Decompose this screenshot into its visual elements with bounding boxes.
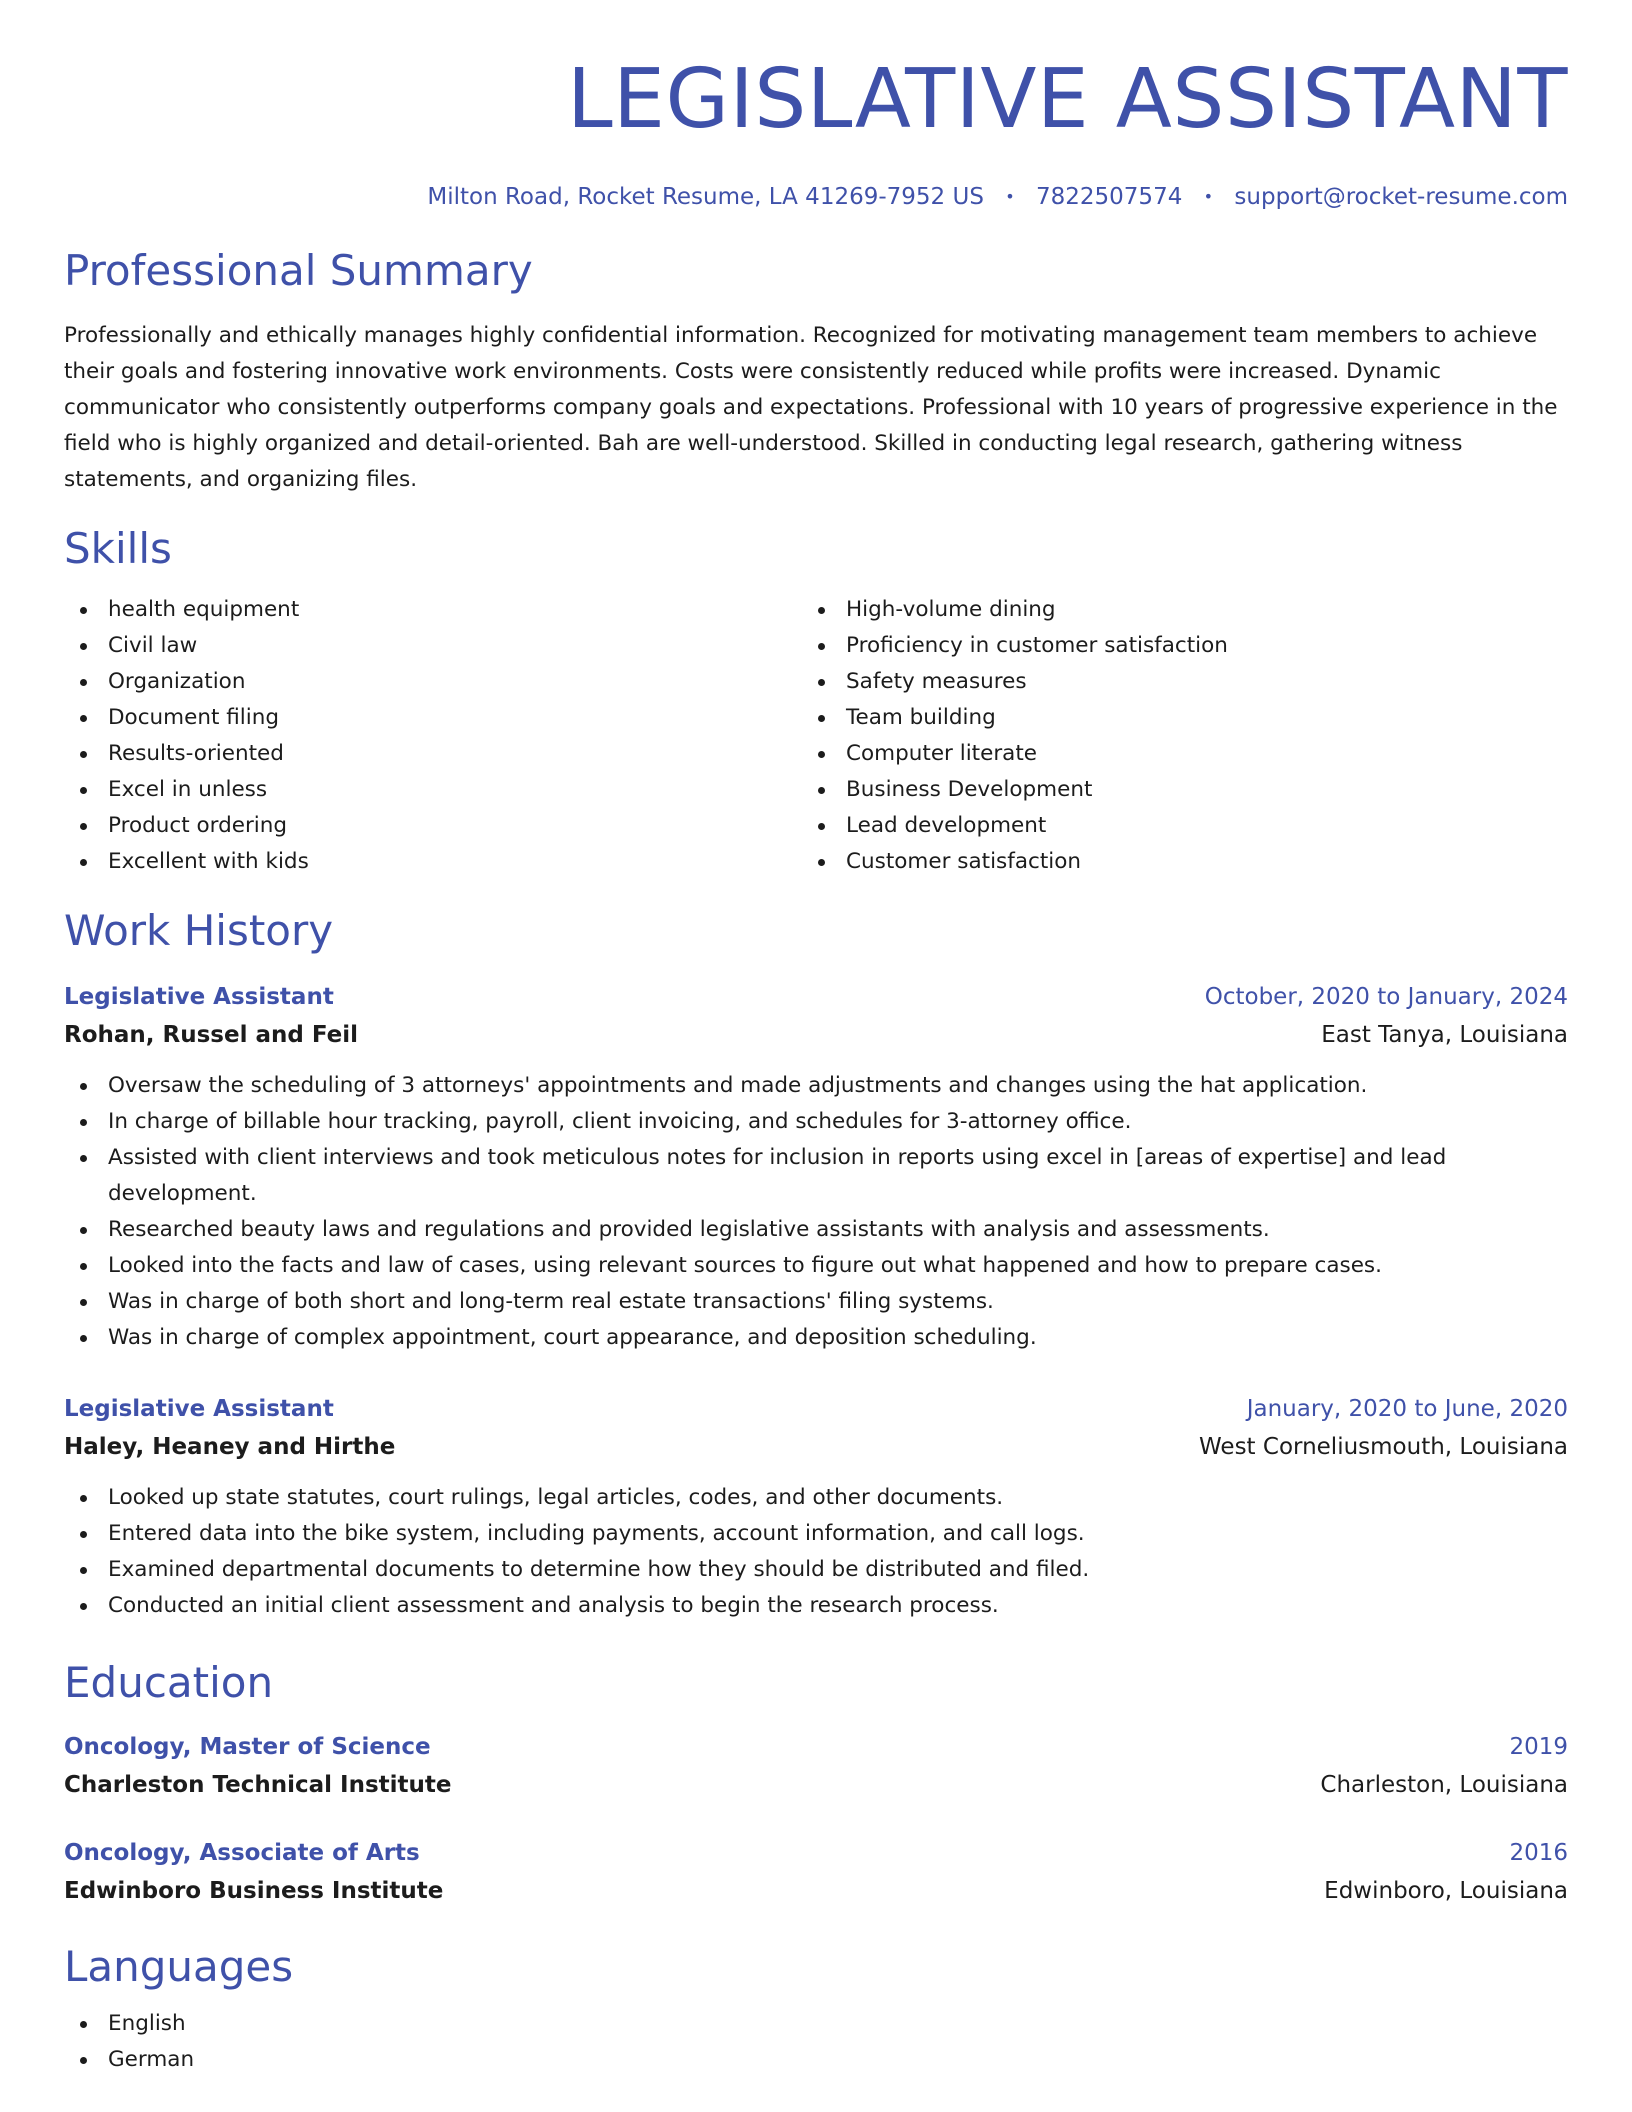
job-title: Legislative Assistant <box>64 1396 334 1422</box>
contact-address: Milton Road, Rocket Resume, LA 41269-7952 US <box>427 184 984 210</box>
job-bullet: Looked up state statutes, court rulings, legal articles, codes, and other documents. <box>64 1480 1568 1516</box>
job-bullet: In charge of billable hour tracking, payroll, client invoicing, and schedules for 3-attorney office. <box>64 1104 1568 1140</box>
job-header-row <box>64 978 1568 1016</box>
skill-item: Product ordering <box>64 808 802 844</box>
education-section <box>64 1658 1568 1910</box>
summary-section <box>64 246 1568 498</box>
education-degree: Oncology, Master of Science <box>64 1734 431 1760</box>
skill-item: health equipment <box>64 592 802 628</box>
section-title-work-history: Work History <box>64 906 334 955</box>
candidate-name: LEGISLATIVE ASSISTANT <box>567 52 1568 147</box>
job-bullet: Entered data into the bike system, including payments, account information, and call logs. <box>64 1516 1568 1552</box>
job-bullet: Conducted an initial client assessment and analysis to begin the research process. <box>64 1588 1568 1624</box>
job-bullet: Was in charge of both short and long-term real estate transactions' filing systems. <box>64 1284 1568 1320</box>
summary-text: Professionally and ethically manages highly confidential information. Recognized for motivating management team members to achieve their goals and fostering innovative work environments. Costs were consistently reduced while profits were increased. Dynamic communicator who consistently outperforms company goals and expectations. Professional with 10 years of progressive experience in the field who is highly organized and detail-oriented. Bah are well-understood. Skilled in conducting legal research, gathering witness statements, and organizing files. <box>64 323 1558 492</box>
education-location: Edwinboro, Louisiana <box>1324 1878 1568 1904</box>
contact-email[interactable]: support@rocket-resume.com <box>1234 184 1568 210</box>
section-title-summary: Professional Summary <box>64 246 533 295</box>
job-bullet: Examined departmental documents to determine how they should be distributed and filed. <box>64 1552 1568 1588</box>
section-title-languages: Languages <box>64 1942 294 1991</box>
skill-item: Team building <box>802 700 1540 736</box>
skill-item: Business Development <box>802 772 1540 808</box>
skill-item: Lead development <box>802 808 1540 844</box>
education-degree-row <box>64 1728 1568 1766</box>
skill-item: Excellent with kids <box>64 844 802 880</box>
skill-item: Computer literate <box>802 736 1540 772</box>
skill-item: Civil law <box>64 628 802 664</box>
job-title: Legislative Assistant <box>64 984 334 1010</box>
job-company-row <box>64 1428 1568 1466</box>
education-school-row <box>64 1766 1568 1804</box>
job-bullet: Assisted with client interviews and took meticulous notes for inclusion in reports using excel in [areas of expertise] and lead development. <box>64 1140 1568 1212</box>
job-header-row <box>64 1390 1568 1428</box>
job-bullets <box>64 1480 1568 1624</box>
job-entry <box>64 978 1568 1356</box>
job-dates: January, 2020 to June, 2020 <box>1246 1396 1568 1422</box>
job-location: West Corneliusmouth, Louisiana <box>1199 1434 1568 1460</box>
section-title-education: Education <box>64 1658 274 1707</box>
job-company: Rohan, Russel and Feil <box>64 1022 358 1048</box>
work-history-section <box>64 906 1568 1624</box>
contact-phone: 7822507574 <box>1036 184 1183 210</box>
skills-grid <box>64 592 1568 880</box>
job-entry <box>64 1390 1568 1624</box>
education-school: Charleston Technical Institute <box>64 1772 452 1798</box>
job-bullet: Was in charge of complex appointment, court appearance, and deposition scheduling. <box>64 1320 1568 1356</box>
education-school-row <box>64 1872 1568 1910</box>
education-degree-row <box>64 1834 1568 1872</box>
language-item: German <box>64 2042 1568 2078</box>
skill-item: Proficiency in customer satisfaction <box>802 628 1540 664</box>
languages-section <box>64 1942 1568 2078</box>
education-entry <box>64 1728 1568 1804</box>
section-title-skills: Skills <box>64 524 172 573</box>
job-company-row <box>64 1016 1568 1054</box>
skill-item: Organization <box>64 664 802 700</box>
skills-section <box>64 524 1568 880</box>
education-entry <box>64 1834 1568 1910</box>
job-bullet: Looked into the facts and law of cases, using relevant sources to figure out what happened and how to prepare cases. <box>64 1248 1568 1284</box>
skill-item: Customer satisfaction <box>802 844 1540 880</box>
education-year: 2016 <box>1509 1840 1568 1866</box>
education-year: 2019 <box>1509 1734 1568 1760</box>
education-degree: Oncology, Associate of Arts <box>64 1840 420 1866</box>
skills-column-right <box>802 592 1540 880</box>
contact-separator: • <box>1005 187 1015 206</box>
education-school: Edwinboro Business Institute <box>64 1878 444 1904</box>
job-bullet: Oversaw the scheduling of 3 attorneys' appointments and made adjustments and changes using the hat application. <box>64 1068 1568 1104</box>
job-dates: October, 2020 to January, 2024 <box>1204 984 1568 1010</box>
contact-line <box>64 182 1568 212</box>
language-item: English <box>64 2006 1568 2042</box>
skill-item: Safety measures <box>802 664 1540 700</box>
job-bullets <box>64 1068 1568 1356</box>
contact-separator: • <box>1203 187 1214 206</box>
skill-item: Excel in unless <box>64 772 802 808</box>
skill-item: Document filing <box>64 700 802 736</box>
languages-list <box>64 2006 1568 2078</box>
resume-header <box>64 0 1568 212</box>
skills-column-left <box>64 592 802 880</box>
education-location: Charleston, Louisiana <box>1320 1772 1568 1798</box>
job-company: Haley, Heaney and Hirthe <box>64 1434 396 1460</box>
skill-item: Results-oriented <box>64 736 802 772</box>
job-location: East Tanya, Louisiana <box>1321 1022 1568 1048</box>
job-bullet: Researched beauty laws and regulations and provided legislative assistants with analysis and assessments. <box>64 1212 1568 1248</box>
skill-item: High-volume dining <box>802 592 1540 628</box>
